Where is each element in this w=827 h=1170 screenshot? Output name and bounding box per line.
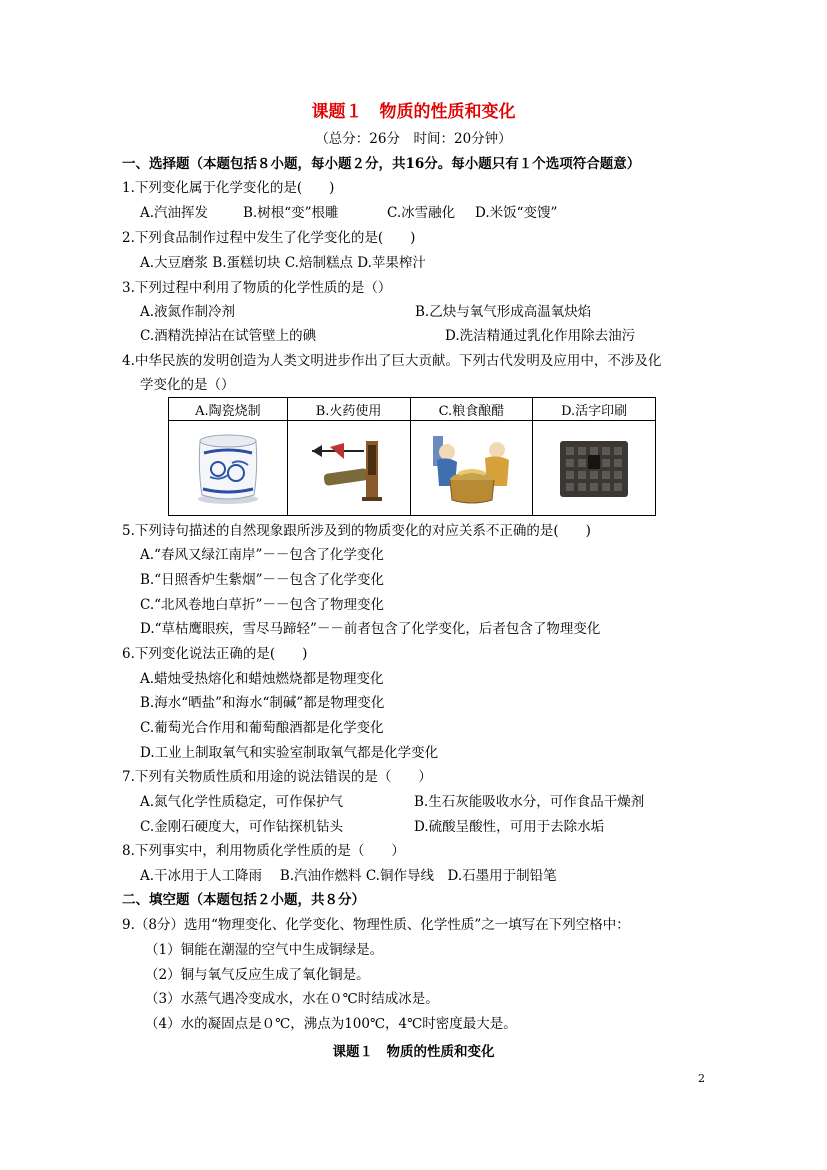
q4-image-a [169, 421, 288, 516]
q4-header-b: B.火药使用 [287, 398, 410, 421]
q4-header-c: C.粮食酿醋 [410, 398, 533, 421]
q5-option-d: D.“草枯鹰眼疾，雪尽马蹄轻”－－前者包含了化学变化，后者包含了物理变化 [140, 621, 601, 637]
vinegar-brewing-icon [425, 430, 517, 506]
q6-stem: 6.下列变化说法正确的是( ) [122, 646, 308, 662]
page-number: 2 [698, 1072, 705, 1085]
page-subtitle: （总分：26分 时间：20分钟） [315, 131, 512, 147]
page-title: 课题１ 物质的性质和变化 [311, 102, 516, 122]
q4-header-d: D.活字印刷 [533, 398, 656, 421]
q3-option-a: A.液氮作制冷剂 [140, 304, 236, 320]
q1-option-d: D.米饭“变馊” [475, 205, 558, 221]
q9-item-4: （4）水的凝固点是０℃，沸点为100℃，4℃时密度最大是。 [145, 1016, 517, 1032]
q6-option-a: A.蜡烛受热熔化和蜡烛燃烧都是物理变化 [140, 671, 384, 687]
q4-image-d [533, 421, 656, 516]
q8-options: A.干冰用于人工降雨 B.汽油作燃料 C.铜作导线 D.石墨用于制铅笔 [140, 868, 557, 884]
q4-stem-line1: 4.中华民族的发明创造为人类文明进步作出了巨大贡献。下列古代发明及应用中，不涉及化 [122, 353, 662, 369]
q5-option-c: C.“北风卷地白草折”－－包含了物理变化 [140, 597, 384, 613]
q3-option-d: D.洗洁精通过乳化作用除去油污 [445, 328, 636, 344]
q3-stem: 3.下列过程中利用了物质的化学性质的是（） [122, 280, 392, 296]
movable-type-icon [558, 433, 630, 503]
q5-option-a: A.“春风又绿江南岸”－－包含了化学变化 [140, 547, 384, 563]
q9-item-3: （3）水蒸气遇冷变成水，水在０℃时结成冰是。 [145, 991, 439, 1007]
q2-stem: 2.下列食品制作过程中发生了化学变化的是( ) [122, 230, 416, 246]
q3-option-b: B.乙炔与氧气形成高温氧炔焰 [415, 304, 592, 320]
q4-image-b [287, 421, 410, 516]
q1-option-b: B.树根“变”根雕 [243, 205, 339, 221]
q7-option-d: D.硫酸呈酸性，可用于去除水垢 [414, 819, 605, 835]
q1-option-a: A.汽油挥发 [140, 205, 209, 221]
q4-stem-line2: 学变化的是（） [140, 377, 235, 393]
section-2-heading: 二、填空题（本题包括２小题，共８分） [122, 892, 365, 908]
gunpowder-rocket-icon [304, 431, 394, 505]
q3-option-c: C.酒精洗掉沾在试管壁上的碘 [140, 328, 317, 344]
q1-option-c: C.冰雪融化 [387, 205, 456, 221]
q6-option-d: D.工业上制取氧气和实验室制取氧气都是化学变化 [140, 745, 439, 761]
section-1-heading: 一、选择题（本题包括８小题，每小题２分，共16分。每小题只有１个选项符合题意） [122, 156, 641, 172]
q5-stem: 5.下列诗句描述的自然现象跟所涉及到的物质变化的对应关系不正确的是( ) [122, 523, 591, 539]
q7-stem: 7.下列有关物质性质和用途的说法错误的是（ ） [122, 769, 432, 785]
porcelain-jar-icon [192, 431, 264, 505]
q5-option-b: B.“日照香炉生紫烟”－－包含了化学变化 [140, 572, 385, 588]
q4-image-table [168, 397, 656, 516]
q7-option-b: B.生石灰能吸收水分，可作食品干燥剂 [414, 794, 645, 810]
q4-image-c [410, 421, 533, 516]
footer-title: 课题１ 物质的性质和变化 [332, 1044, 495, 1060]
q8-stem: 8.下列事实中，利用物质化学性质的是（ ） [122, 843, 405, 859]
q9-item-1: （1）铜能在潮湿的空气中生成铜绿是。 [145, 942, 384, 958]
q1-stem: 1.下列变化属于化学变化的是( ) [122, 180, 335, 196]
q4-header-a: A.陶瓷烧制 [169, 398, 288, 421]
q9-stem: 9.（8分）选用“物理变化、化学变化、物理性质、化学性质”之一填写在下列空格中： [122, 917, 630, 933]
q7-option-c: C.金刚石硬度大，可作钻探机钻头 [140, 819, 344, 835]
q9-item-2: （2）铜与氧气反应生成了氧化铜是。 [145, 967, 370, 983]
q6-option-b: B.海水“晒盐”和海水“制碱”都是物理变化 [140, 695, 385, 711]
q2-options: A.大豆磨浆 B.蛋糕切块 C.焙制糕点 D.苹果榨汁 [140, 255, 426, 271]
q6-option-c: C.葡萄光合作用和葡萄酿酒都是化学变化 [140, 720, 384, 736]
q7-option-a: A.氮气化学性质稳定，可作保护气 [140, 794, 344, 810]
